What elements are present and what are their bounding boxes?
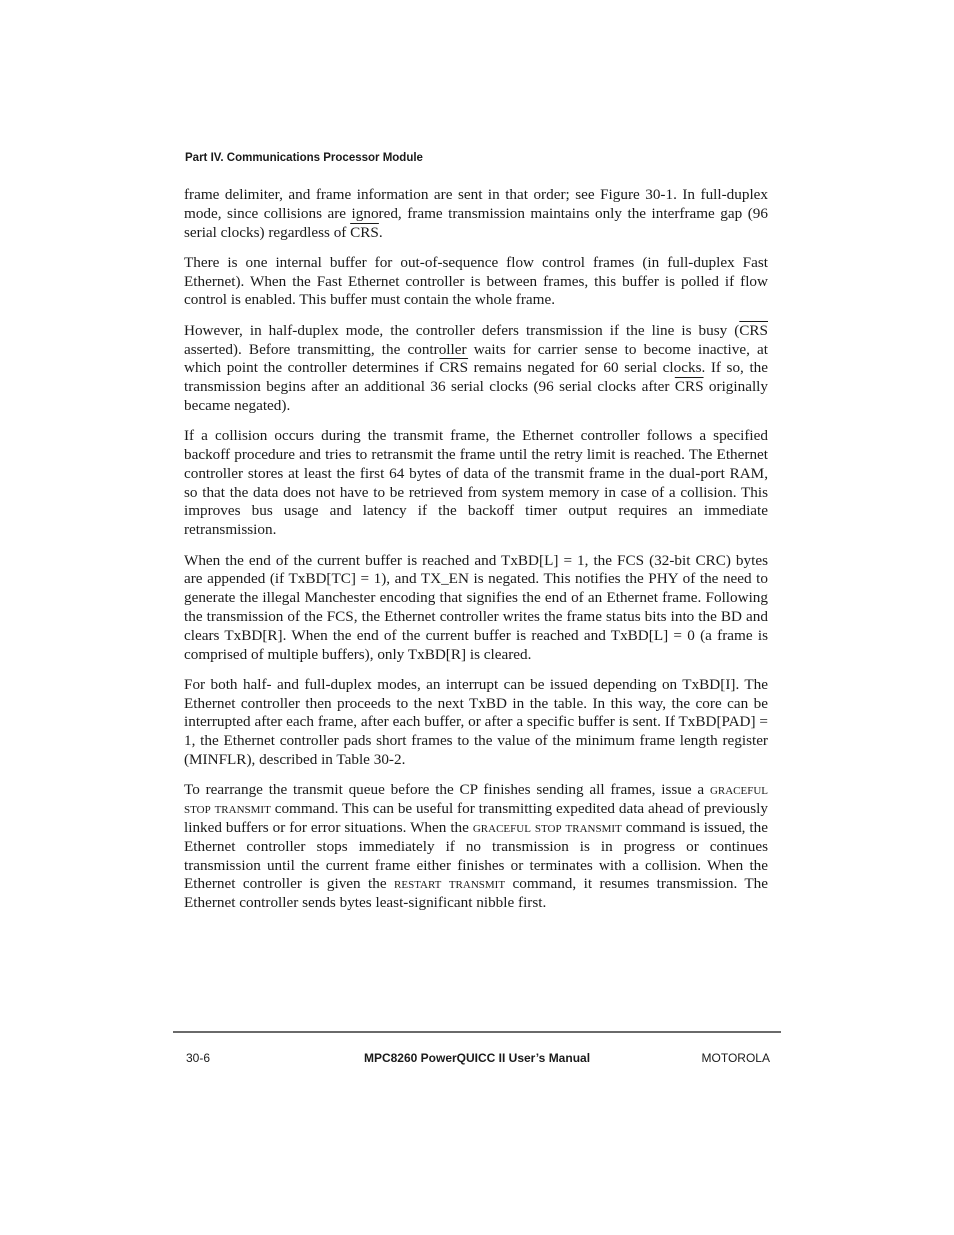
paragraph-text: However, in half-duplex mode, the controller defers transmission if the line is busy ( [184,321,740,339]
paragraph-text: For both half- and full-duplex modes, an interrupt can be issued depending on TxBD[I]. The Ethernet controller then proceeds to the next TxBD in the table. In this way, the core can be interrupted after each frame, after each buffer, or after a specific buffer is sent. If TxBD[PAD] = 1, the Ethernet controller pads short frames to the value of the minimum frame length register (MINFLR), described in Table 30-2. [184,675,768,769]
paragraph-text: originally became negated). [184,378,768,414]
crs-signal: $\overline{CRS}$ [439,359,469,377]
paragraph-7 [184,781,768,913]
paragraph-6 [184,676,768,770]
crs-signal: $\overline{CRS}$ [739,321,768,339]
paragraph-text: command, it resumes transmission. The Ethernet controller sends bytes least-significant nibble first. [184,875,769,912]
paragraph-text: asserted). Before transmitting, the controller waits for carrier sense to become inactive, at which point the controller determines if [184,340,768,377]
paragraph-1 [184,186,768,242]
body-text [184,186,768,924]
paragraph-4 [184,427,768,540]
command-name: restart transmit [394,875,506,893]
paragraph-text: There is one internal buffer for out-of-sequence flow control frames (in full-duplex Fast Ethernet). When the Fast Ethernet controller is between frames, this buffer is polled if flow control is enabled. This buffer must contain the whole frame. [184,253,768,309]
command-name: graceful stop transmit [472,818,622,836]
crs-signal: $\overline{CRS}$ [350,223,379,241]
paragraph-text: frame delimiter, and frame information are sent in that order; see Figure 30-1. In full-duplex mode, since collisions are ignored, frame transmission maintains only the interframe gap (96 serial clocks) regardless of [184,186,768,241]
paragraph-text: remains negated for 60 serial clocks. If so, the transmission begins after an additional 36 serial clocks (96 serial clocks after [184,359,768,396]
running-header: Part IV. Communications Processor Module [185,152,423,164]
manual-title: MPC8260 PowerQUICC II User’s Manual [363,1051,591,1065]
paragraph-text: command. This can be useful for transmitting expedited data ahead of previously linked buffers or for error situations. When the [184,800,768,836]
paragraph-text: command is issued, the Ethernet controller stops immediately if no transmission is in progress or continues transmission until the current frame either finishes or terminates with a collision. When the Ethernet controller is given the [184,818,768,893]
command-name: graceful stop transmit [184,781,768,818]
paragraph-text: If a collision occurs during the transmit frame, the Ethernet controller follows a specified backoff procedure and tries to retransmit the frame until the retry limit is reached. The Ethernet controller stores at least the first 64 bytes of data of the transmit frame in the dual-port RAM, so that the data does not have to be retrieved from system memory in case of a collision. This improves bus usage and latency if the backoff timer output requires an immediate retransmission. [184,427,768,539]
paragraph-text: To rearrange the transmit queue before the CP finishes sending all frames, issue a [184,781,710,799]
paragraph-text: When the end of the current buffer is reached and TxBD[L] = 1, the FCS (32-bit CRC) bytes are appended (if TxBD[TC] = 1), and TX_EN is negated. This notifies the PHY of the need to generate the illegal Manchester encoding that signifies the end of an Ethernet frame. Following the transmission of the FCS, the Ethernet controller writes the frame status bits into the BD and clears TxBD[R]. When the end of the current buffer is reached and TxBD[L] = 0 (a frame is comprised of multiple buffers), only TxBD[R] is cleared. [184,551,768,663]
paragraph-2 [184,254,768,310]
paragraph-5 [184,552,768,665]
crs-signal: $\overline{CRS}$ [674,378,704,396]
publisher: MOTOROLA [701,1051,770,1065]
footer-rule [173,1031,781,1033]
page-number: 30-6 [186,1051,211,1065]
paragraph-text: . [378,223,383,241]
paragraph-3 [184,322,768,416]
